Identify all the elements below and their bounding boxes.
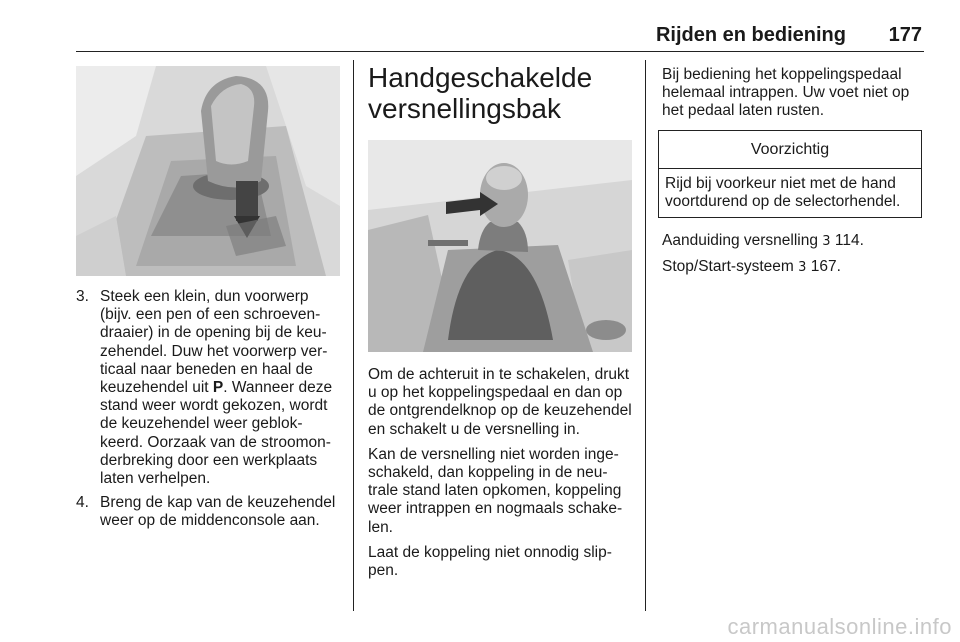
col2-body <box>368 366 632 587</box>
step-number: 4. <box>76 494 89 512</box>
step-text: Breng de kap van de keuzehendel weer op de middenconsole aan. <box>100 494 336 530</box>
caution-text: Rijd bij voorkeur niet met de hand voortdurend op de selectorhendel. <box>665 175 901 211</box>
step-number: 3. <box>76 288 89 305</box>
header-title: Rijden en bediening <box>655 24 846 46</box>
step-text-cont: . Wanneer deze stand weer wordt gekozen, wordt de keuzehendel weer geblokkeerd. Oorzaak van de stroomonderbreking door een werkplaats laten verhelpen. <box>100 379 333 488</box>
caution-heading: Voorzichtig <box>659 131 921 169</box>
page-header <box>76 0 924 52</box>
steps-list <box>76 288 340 537</box>
xref-label: Stop/Start-systeem <box>662 258 794 276</box>
gear-selector-photo-icon <box>76 66 340 276</box>
column-divider <box>645 60 646 611</box>
manual-gearshift-photo-icon <box>368 140 632 352</box>
xref-arrow-icon: 3 <box>798 260 807 276</box>
paragraph: Bij bediening het koppelingspedaal helemaal intrappen. Uw voet niet op het pedaal laten rusten. <box>662 66 910 120</box>
xref-list <box>662 232 924 284</box>
section-title: Handgeschakelde versnellingsbak <box>368 62 593 124</box>
list-item <box>76 494 340 530</box>
list-item <box>76 288 340 488</box>
step-text: Steek een klein, dun voorwerp (bijv. een pen of een schroevendraaier) in de opening bij de keuzehendel. Duw het voorwerp verticaal naar beneden en haal de keuzehendel uit <box>100 288 328 397</box>
watermark: carmanualsonline.info <box>727 614 952 639</box>
xref-label: Aanduiding versnelling <box>662 232 818 249</box>
column-divider <box>353 60 354 611</box>
paragraph: Kan de versnelling niet worden ingeschakeld, dan koppeling in de neutrale stand laten opkomen, koppeling weer intrappen en nogmaals schakelen. <box>368 445 623 536</box>
xref-arrow-icon: 3 <box>822 234 831 249</box>
col3-intro <box>662 66 924 128</box>
xref-item[interactable] <box>662 258 924 277</box>
step-bold-p: P <box>212 379 224 397</box>
xref-page: 167. <box>810 258 841 276</box>
xref-page: 114. <box>834 232 864 249</box>
paragraph: Laat de koppeling niet onnodig slippen. <box>368 543 612 580</box>
page-number: 177 <box>888 24 922 46</box>
paragraph: Om de achteruit in te schakelen, drukt u op het koppelingspedaal en dan op de ontgrendelknop op de keuzehendel en schakelt u de versnelling in. <box>368 366 632 438</box>
caution-box <box>658 130 922 218</box>
xref-item[interactable] <box>662 232 924 251</box>
